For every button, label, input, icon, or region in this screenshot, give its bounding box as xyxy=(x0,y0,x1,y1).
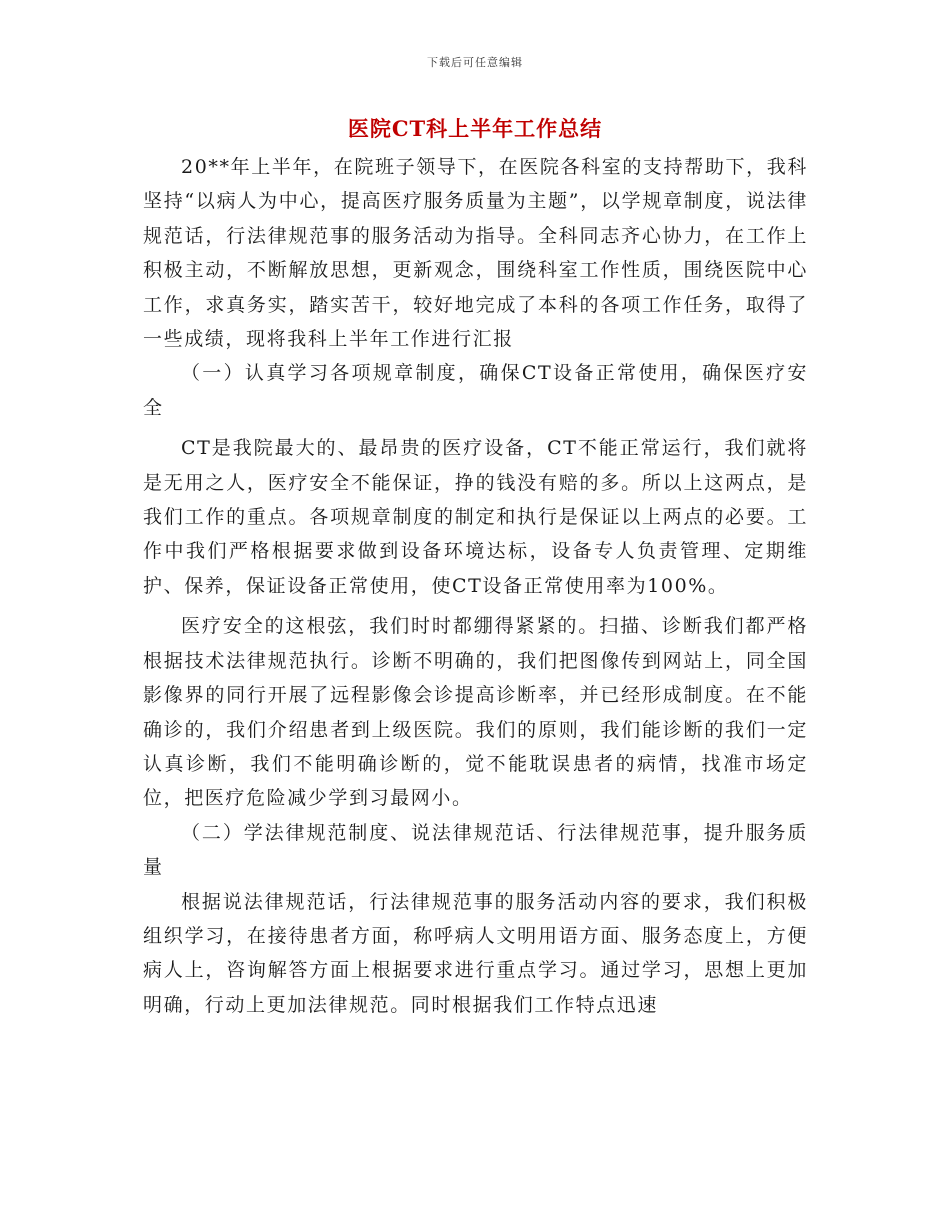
section-heading-2: （二）学法律规范制度、说法律规范话、行法律规范事，提升服务质量 xyxy=(143,821,808,879)
paragraph-intro: 20**年上半年，在院班子领导下，在医院各科室的支持帮助下，我科坚持“以病人为中心，提高医疗服务质量为主题”，以学规章制度，说法律规范话，行法律规范事的服务活动为指导。全科同志齐心协力，在工作上积极主动，不断解放思想，更新观念，围绕科室工作性质，围绕医院中心工作，求真务实，踏实苦干，较好地完成了本科的各项工作任务，取得了一些成绩，现将我科上半年工作进行汇报 xyxy=(143,156,808,351)
paragraph-medical-safety: 医疗安全的这根弦，我们时时都绷得紧紧的。扫描、诊断我们都严格根据技术法律规范执行。诊断不明确的，我们把图像传到网站上，同全国影像界的同行开展了远程影像会诊提高诊断率，并已经形成制度。在不能确诊的，我们介绍患者到上级医院。我们的原则，我们能诊断的我们一定认真诊断，我们不能明确诊断的，觉不能耽误患者的病情，找准市场定位，把医疗危险减少学到习最网小。 xyxy=(143,615,808,810)
page-title: 医院CT科上半年工作总结 xyxy=(347,116,603,141)
paragraph-service-quality: 根据说法律规范话，行法律规范事的服务活动内容的要求，我们积极组织学习，在接待患者方面，称呼病人文明用语方面、服务态度上，方便病人上，咨询解答方面上根据要求进行重点学习。通过学习，思想上更加明确，行动上更加法律规范。同时根据我们工作特点迅速 xyxy=(143,890,808,1016)
header-note: 下载后可任意编辑 xyxy=(427,56,523,69)
paragraph-ct-equipment: CT是我院最大的、最昂贵的医疗设备，CT不能正常运行，我们就将是无用之人，医疗安全不能保证，挣的钱没有赔的多。所以上这两点，是我们工作的重点。各项规章制度的制定和执行是保证以上两点的必要。工作中我们严格根据要求做到设备环境达标，设备专人负责管理、定期维护、保养，保证设备正常使用，使CT设备正常使用率为100%。 xyxy=(143,437,808,597)
section-heading-1: （一）认真学习各项规章制度，确保CT设备正常使用，确保医疗安全 xyxy=(143,362,808,419)
document-body xyxy=(143,150,808,1022)
